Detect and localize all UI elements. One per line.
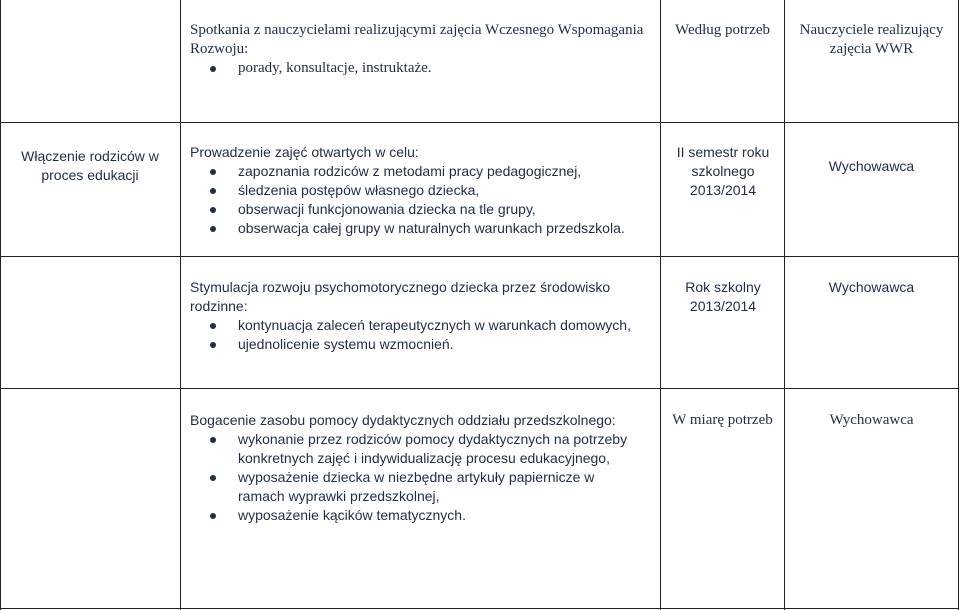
list-item: kontynuacja zaleceń terapeutycznych w warunkach domowych, (190, 316, 660, 335)
activity-list (190, 316, 660, 354)
activity-cell (190, 143, 660, 238)
activity-cell (190, 21, 650, 78)
table-row (0, 257, 958, 388)
term-cell: W miarę potrzeb (672, 412, 773, 428)
table-row (0, 123, 958, 256)
activity-list (190, 162, 660, 238)
list-item: wyposażenie dziecka w niezbędne artykuły papiernicze w ramach wyprawki przedszkolnej, (190, 468, 618, 506)
list-item: ujednolicenie systemu wzmocnień. (190, 335, 660, 354)
area-cell: Włączenie rodziców w proces edukacji (21, 148, 159, 183)
list-item: wyposażenie kącików tematycznych. (190, 506, 660, 525)
list-item: śledzenia postępów własnego dziecka, (190, 181, 660, 200)
activity-cell (190, 411, 660, 525)
person-cell: Wychowawca (828, 158, 915, 174)
term-cell: II semestr roku szkolnego 2013/2014 (676, 144, 770, 198)
activity-cell (190, 278, 660, 354)
term-cell: Według potrzeb (674, 22, 770, 38)
activity-list (190, 430, 660, 525)
term-cell: Rok szkolny 2013/2014 (685, 279, 761, 314)
list-item: wykonanie przez rodziców pomocy dydaktycznych na potrzeby konkretnych zajęć i indywidualizację procesu edukacyjnego, (190, 430, 638, 468)
activity-intro: Bogacenie zasobu pomocy dydaktycznych oddziału przedszkolnego: (190, 412, 616, 428)
table-border (0, 608, 959, 609)
activity-intro: Stymulacja rozwoju psychomotorycznego dziecka przez środowisko rodzinne: (190, 279, 611, 314)
activity-list (190, 59, 650, 78)
list-item: obserwacji funkcjonowania dziecka na tle grupy, (190, 200, 660, 219)
person-cell: Wychowawca (829, 412, 914, 428)
table-border (958, 0, 959, 610)
table-row (0, 389, 958, 608)
person-cell: Wychowawca (828, 279, 915, 295)
list-item: porady, konsultacje, instruktaże. (190, 59, 650, 78)
activity-intro: Prowadzenie zajęć otwartych w celu: (190, 144, 419, 160)
table-row (0, 0, 958, 122)
list-item: zapoznania rodziców z metodami pracy pedagogicznej, (190, 162, 660, 181)
person-cell: Nauczyciele realizujący zajęcia WWR (799, 22, 944, 57)
activity-intro: Spotkania z nauczycielami realizującymi zajęcia Wczesnego Wspomagania Rozwoju: (190, 22, 644, 57)
list-item: obserwacja całej grupy w naturalnych warunkach przedszkola. (190, 219, 660, 238)
